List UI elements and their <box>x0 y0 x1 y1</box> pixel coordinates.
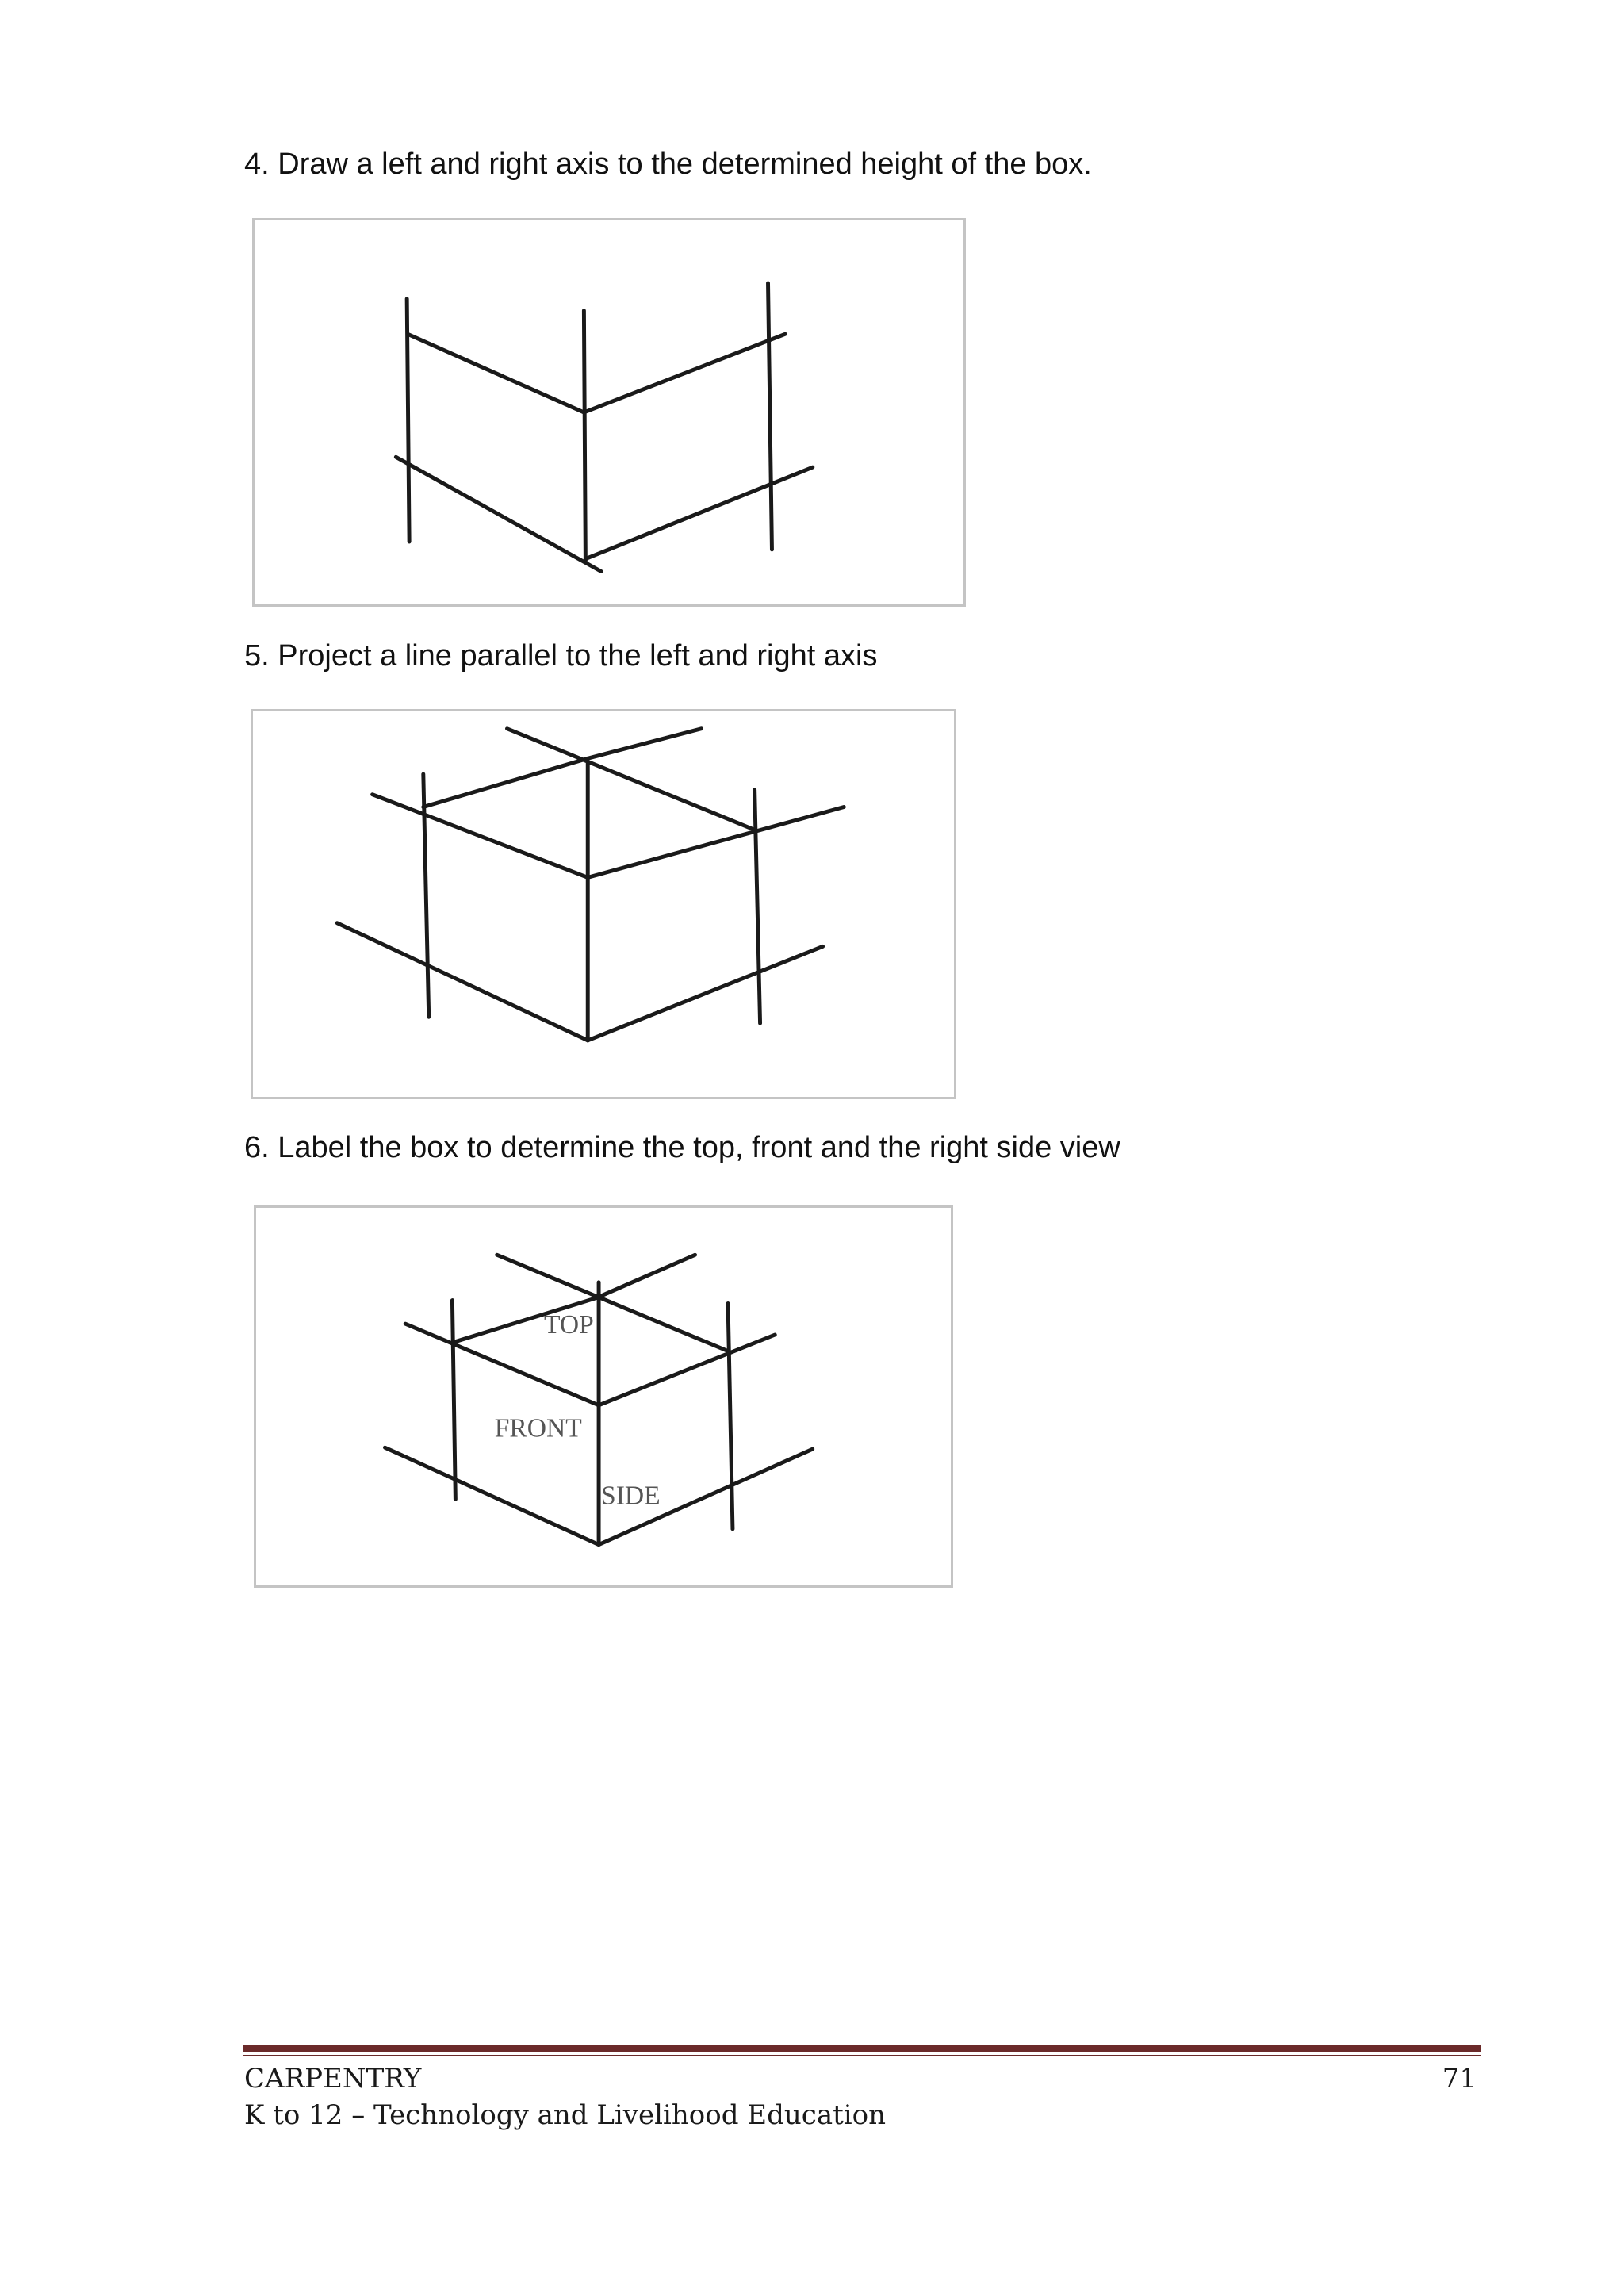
figure-step-4-left-right-axes <box>252 218 966 607</box>
figure-step-5-projected-lines <box>251 709 956 1099</box>
step-4-instruction: 4. Draw a left and right axis to the determined height of the box. <box>244 148 1092 181</box>
right-vertical-line <box>728 1303 733 1528</box>
top-back-right-line <box>508 729 756 830</box>
bottom-left-axis-line <box>396 457 601 571</box>
labeled-box-drawing <box>256 1208 951 1585</box>
step-5-instruction: 5. Project a line parallel to the left and right axis <box>244 639 878 673</box>
top-left-axis-line <box>408 334 584 412</box>
footer-course: CARPENTRY <box>244 2063 422 2095</box>
top-front-left-line <box>373 795 588 878</box>
front-label: FRONT <box>494 1413 582 1443</box>
bottom-left-axis-line <box>385 1447 599 1544</box>
step-6-instruction: 6. Label the box to determine the top, front and the right side view <box>244 1131 1120 1164</box>
top-back-left-line <box>423 758 588 807</box>
figure-step-6-labeled-box <box>254 1205 953 1588</box>
side-label: SIDE <box>601 1481 661 1511</box>
box-projection-drawing <box>253 711 954 1097</box>
top-back-extension-line <box>596 1255 695 1297</box>
right-vertical-line <box>755 790 760 1023</box>
left-vertical-line <box>452 1301 455 1500</box>
footer-rule <box>243 2045 1481 2056</box>
center-vertical-line <box>584 311 585 562</box>
bottom-left-axis-line <box>337 923 588 1041</box>
bottom-right-axis-line <box>585 467 812 559</box>
footer-subtitle: K to 12 – Technology and Livelihood Education <box>244 2099 886 2131</box>
top-back-extension-line <box>588 729 701 759</box>
top-right-axis-line <box>584 334 785 412</box>
axes-drawing <box>255 220 963 604</box>
top-front-right-line <box>588 807 844 878</box>
left-vertical-line <box>423 774 429 1017</box>
top-label: TOP <box>543 1310 594 1340</box>
right-vertical-line <box>768 283 772 550</box>
top-front-right-line <box>599 1335 775 1405</box>
page-number: 71 <box>1442 2063 1477 2095</box>
top-back-right-line <box>497 1255 726 1350</box>
bottom-right-axis-line <box>588 946 822 1041</box>
